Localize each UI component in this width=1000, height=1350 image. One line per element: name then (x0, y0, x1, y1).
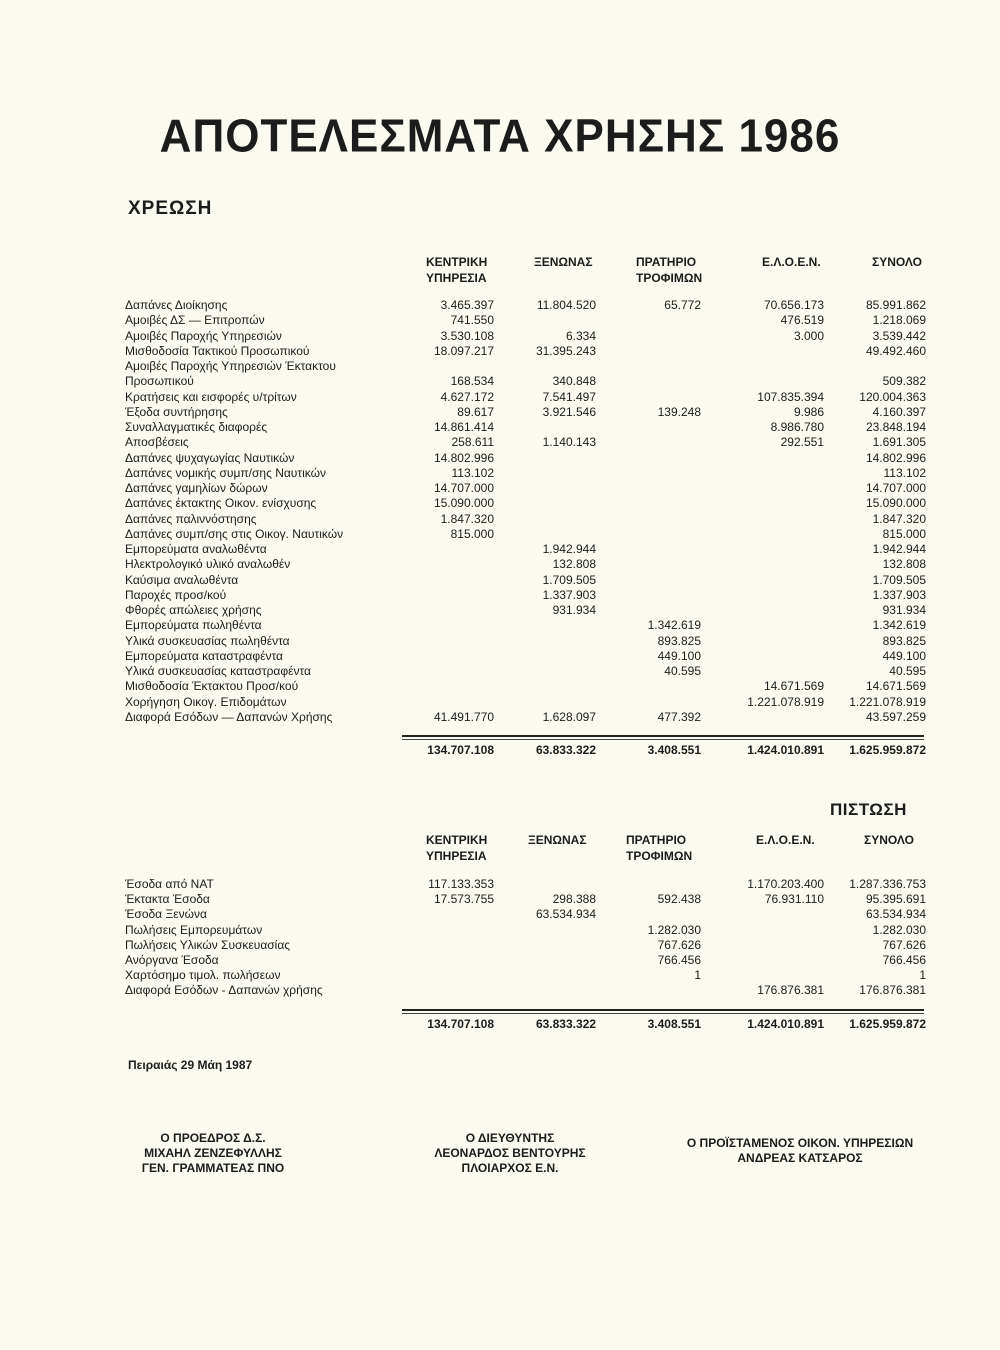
debit-cell-central: 741.550 (450, 313, 494, 328)
credit-row (0, 953, 1000, 968)
debit-cell-store: 1.342.619 (647, 618, 701, 633)
credit-total-central: 134.707.108 (427, 1017, 494, 1031)
debit-cell-central: 14.707.000 (433, 481, 494, 495)
debit-row (0, 557, 1000, 572)
credit-total-store: 3.408.551 (647, 1017, 701, 1031)
debit-cell-total: 1.337.903 (872, 587, 926, 602)
debit-row-label: Εμπορεύματα αναλωθέντα (125, 542, 267, 556)
debit-col-header-eloen: Ε.Λ.Ο.Ε.Ν. (762, 255, 821, 269)
credit-col-header-central: ΚΕΝΤΡΙΚΗ ΥΠΗΡΕΣΙΑ (426, 833, 488, 863)
debit-row-label: Δαπάνες γαμηλίων δώρων (125, 481, 268, 495)
debit-cell-store: 449.100 (657, 648, 701, 663)
debit-row (0, 679, 1000, 694)
debit-row-label: Έξοδα συντήρησης (125, 404, 228, 419)
debit-row-label: Συναλλαγματικές διαφορές (125, 420, 268, 434)
debit-cell-eloen: 476.519 (780, 313, 824, 328)
debit-cell-central: 113.102 (451, 465, 494, 480)
debit-row (0, 481, 1000, 496)
debit-total-central: 134.707.108 (427, 743, 494, 757)
debit-cell-total: 3.539.442 (872, 328, 926, 343)
credit-row (0, 877, 1000, 892)
debit-cell-central: 815.000 (450, 526, 494, 541)
credit-cell-total: 176.876.381 (859, 983, 926, 998)
debit-row (0, 298, 1000, 313)
debit-row-label: Αμοιβές Παροχής Υπηρεσιών (125, 328, 282, 343)
credit-col-header-eloen: Ε.Λ.Ο.Ε.Ν. (756, 833, 815, 847)
debit-cell-total: 1.342.619 (872, 618, 926, 633)
debit-cell-total: 85.991.862 (865, 298, 926, 312)
debit-cell-total: 509.382 (882, 374, 926, 389)
credit-cell-store: 1.282.030 (647, 922, 701, 937)
debit-row-label: Παροχές προσ/κού (125, 587, 227, 602)
debit-row (0, 664, 1000, 679)
credit-row-label: Πωλήσεις Υλικών Συσκευασίας (125, 937, 291, 952)
debit-row-label: Φθορές απώλειες χρήσης (125, 603, 262, 617)
debit-row (0, 649, 1000, 664)
credit-row (0, 907, 1000, 922)
debit-cell-total: 14.671.569 (865, 679, 926, 694)
debit-cell-store: 477.392 (657, 709, 701, 724)
debit-total-store: 3.408.551 (647, 743, 701, 757)
debit-row (0, 573, 1000, 588)
debit-row-label: Δαπάνες παλιννόστησης (125, 511, 257, 526)
credit-total-rule (402, 1009, 924, 1011)
debit-row-label: Μισθοδοσία Τακτικού Προσωπικού (125, 343, 310, 358)
debit-row (0, 695, 1000, 710)
credit-totals-row (0, 1017, 1000, 1032)
debit-row-label: Δαπάνες ψυχαγωγίας Ναυτικών (125, 450, 295, 465)
debit-cell-total: 1.847.320 (872, 511, 926, 526)
debit-cell-total: 40.595 (889, 664, 926, 678)
debit-row (0, 390, 1000, 405)
debit-cell-total: 815.000 (882, 526, 926, 541)
debit-cell-store: 65.772 (664, 298, 701, 312)
credit-row (0, 983, 1000, 998)
debit-totals-row (0, 743, 1000, 758)
credit-cell-total: 95.395.691 (865, 892, 926, 907)
debit-cell-total: 43.597.259 (865, 709, 926, 724)
debit-row (0, 405, 1000, 420)
debit-cell-central: 1.847.320 (440, 511, 494, 526)
debit-cell-eloen: 1.221.078.919 (747, 694, 824, 709)
debit-row-label: Καύσιμα αναλωθέντα (125, 572, 239, 587)
debit-cell-store: 893.825 (657, 633, 701, 648)
credit-cell-hostel: 63.534.934 (535, 907, 596, 922)
debit-row-label: Διαφορά Εσόδων — Δαπανών Χρήσης (125, 709, 333, 724)
credit-cell-total: 766.456 (882, 953, 926, 967)
debit-cell-hostel: 3.921.546 (542, 404, 596, 419)
credit-total-sum: 1.625.959.872 (849, 1017, 926, 1031)
debit-cell-eloen: 14.671.569 (763, 679, 824, 694)
debit-cell-total: 14.707.000 (865, 481, 926, 495)
debit-cell-total: 4.160.397 (872, 404, 926, 419)
debit-row (0, 374, 1000, 389)
place-date: Πειραιάς 29 Μάη 1987 (128, 1058, 253, 1072)
debit-row (0, 512, 1000, 527)
debit-cell-total: 1.691.305 (872, 435, 926, 450)
credit-total-eloen: 1.424.010.891 (747, 1017, 824, 1031)
credit-cell-eloen: 176.876.381 (757, 983, 824, 998)
debit-cell-total: 120.004.363 (859, 389, 926, 404)
debit-col-header-central: ΚΕΝΤΡΙΚΗ ΥΠΗΡΕΣΙΑ (426, 255, 488, 285)
credit-cell-store: 1 (694, 968, 701, 983)
debit-cell-central: 15.090.000 (433, 496, 494, 511)
debit-total-rule (402, 735, 924, 737)
debit-row (0, 634, 1000, 649)
debit-row-label: Δαπάνες συμπ/σης στις Οικογ. Ναυτικών (125, 526, 344, 541)
credit-cell-total: 1.282.030 (872, 922, 926, 937)
debit-cell-central: 89.617 (457, 404, 494, 419)
debit-row-label: Προσωπικού (125, 374, 194, 389)
debit-row-label: Χορήγηση Οικογ. Επιδομάτων (125, 694, 287, 709)
credit-total-hostel: 63.833.322 (535, 1017, 596, 1031)
debit-cell-hostel: 11.804.520 (536, 298, 596, 312)
debit-cell-central: 3.465.397 (440, 298, 494, 312)
credit-cell-eloen: 76.931.110 (764, 892, 824, 907)
credit-col-header-hostel: ΞΕΝΩΝΑΣ (528, 833, 587, 847)
debit-cell-hostel: 1.337.903 (542, 587, 596, 602)
debit-cell-eloen: 292.551 (780, 435, 824, 450)
debit-row (0, 542, 1000, 557)
debit-cell-total: 1.709.505 (872, 572, 926, 587)
debit-cell-total: 23.848.194 (865, 420, 926, 434)
debit-row (0, 329, 1000, 344)
debit-total-hostel: 63.833.322 (535, 743, 596, 757)
debit-total-sum: 1.625.959.872 (849, 743, 926, 757)
debit-cell-total: 1.218.069 (872, 313, 926, 328)
debit-cell-central: 4.627.172 (440, 389, 494, 404)
debit-cell-eloen: 107.835.394 (757, 389, 824, 404)
credit-cell-total: 767.626 (882, 937, 926, 952)
debit-row (0, 603, 1000, 618)
credit-row-label: Διαφορά Εσόδων - Δαπανών χρήσης (125, 983, 323, 998)
signature-director: Ο ΔΙΕΥΘΥΝΤΗΣ ΛΕΟΝΑΡΔΟΣ ΒΕΝΤΟΥΡΗΣ ΠΛΟΙΑΡΧΟΣ Ε.Ν. (434, 1131, 586, 1175)
debit-cell-hostel: 1.628.097 (542, 709, 596, 724)
debit-row-label: Κρατήσεις και εισφορές υ/τρίτων (125, 389, 297, 404)
debit-row-label: Μισθοδοσία Έκτακτου Προσ/κού (125, 679, 299, 694)
debit-row (0, 588, 1000, 603)
debit-row-label: Εμπορεύματα πωληθέντα (125, 618, 262, 633)
credit-cell-total: 63.534.934 (865, 907, 926, 922)
credit-col-header-total: ΣΥΝΟΛΟ (864, 833, 914, 847)
debit-row (0, 313, 1000, 328)
debit-row (0, 420, 1000, 435)
debit-cell-hostel: 340.848 (552, 374, 596, 389)
debit-row (0, 466, 1000, 481)
debit-row-label: Αμοιβές ΔΣ — Επιτροπών (125, 313, 265, 328)
credit-section-heading: ΠΙΣΤΩΣΗ (830, 800, 907, 819)
debit-row (0, 359, 1000, 374)
debit-row (0, 344, 1000, 359)
credit-row-label: Χαρτόσημο τιμολ. πωλήσεων (125, 968, 281, 983)
debit-cell-hostel: 31.395.243 (535, 343, 596, 358)
credit-cell-central: 17.573.755 (433, 892, 494, 907)
credit-total-rule-thin (402, 1013, 924, 1014)
debit-cell-eloen: 9.986 (793, 404, 824, 419)
debit-cell-central: 18.097.217 (433, 343, 494, 358)
debit-cell-eloen: 3.000 (793, 328, 824, 343)
debit-row-label: Δαπάνες νομικής συμπ/σης Ναυτικών (125, 465, 326, 480)
debit-cell-hostel: 7.541.497 (542, 389, 596, 404)
credit-row-label: Πωλήσεις Εμπορευμάτων (125, 922, 263, 937)
debit-row-label: Εμπορεύματα καταστραφέντα (125, 648, 283, 663)
signature-finance-head: Ο ΠΡΟΪΣΤΑΜΕΝΟΣ ΟΙΚΟΝ. ΥΠΗΡΕΣΙΩΝ ΑΝΔΡΕΑΣ ΚΑΤΣΑΡΟΣ (686, 1136, 914, 1165)
debit-row (0, 435, 1000, 450)
credit-cell-store: 767.626 (657, 937, 701, 952)
debit-cell-hostel: 1.942.944 (542, 542, 596, 556)
debit-col-header-store: ΠΡΑΤΗΡΙΟ ΤΡΟΦΙΜΩΝ (636, 255, 703, 285)
debit-cell-hostel: 132.808 (552, 557, 596, 572)
debit-cell-eloen: 70.656.173 (763, 298, 824, 312)
debit-cell-total: 449.100 (882, 648, 926, 663)
debit-row (0, 618, 1000, 633)
debit-cell-total: 931.934 (882, 603, 926, 617)
debit-row-label: Ηλεκτρολογικό υλικό αναλωθέν (125, 557, 291, 572)
debit-cell-eloen: 8.986.780 (770, 420, 824, 434)
debit-cell-total: 113.102 (883, 465, 926, 480)
debit-cell-central: 168.534 (450, 374, 494, 389)
debit-cell-central: 3.530.108 (440, 328, 494, 343)
debit-cell-hostel: 1.709.505 (542, 572, 596, 587)
credit-cell-total: 1.287.336.753 (849, 877, 926, 891)
credit-col-header-store: ΠΡΑΤΗΡΙΟ ΤΡΟΦΙΜΩΝ (626, 833, 693, 863)
credit-row-label: Έκτακτα Έσοδα (125, 892, 210, 907)
credit-row-label: Έσοδα από ΝΑΤ (125, 877, 214, 891)
credit-row (0, 938, 1000, 953)
debit-cell-store: 40.595 (664, 664, 701, 678)
debit-cell-total: 14.802.996 (865, 450, 926, 465)
debit-row-label: Υλικά συσκευασίας καταστραφέντα (125, 664, 311, 678)
debit-cell-central: 258.611 (451, 435, 494, 450)
debit-cell-total: 132.808 (882, 557, 926, 572)
credit-cell-total: 1 (919, 968, 926, 983)
debit-cell-central: 14.802.996 (433, 450, 494, 465)
debit-cell-hostel: 6.334 (565, 328, 596, 343)
debit-row-label: Δαπάνες έκτακτης Οικον. ενίσχυσης (125, 496, 317, 511)
debit-cell-total: 1.221.078.919 (849, 694, 926, 709)
credit-row (0, 923, 1000, 938)
credit-row (0, 968, 1000, 983)
signature-president: Ο ΠΡΟΕΔΡΟΣ Δ.Σ. ΜΙΧΑΗΛ ΖΕΝΖΕΦΥΛΛΗΣ ΓΕΝ. ΓΡΑΜΜΑΤΕΑΣ ΠΝΟ (141, 1131, 285, 1175)
credit-row-label: Ανόργανα Έσοδα (125, 953, 219, 967)
debit-row (0, 710, 1000, 725)
debit-row (0, 527, 1000, 542)
debit-row-label: Δαπάνες Διοίκησης (125, 298, 228, 312)
debit-row-label: Υλικά συσκευασίας πωληθέντα (125, 633, 290, 648)
debit-cell-total: 49.492.460 (865, 343, 926, 358)
credit-cell-central: 117.133.353 (428, 877, 494, 891)
debit-row-label: Αποσβέσεις (125, 435, 189, 450)
debit-row (0, 496, 1000, 511)
debit-section-heading: ΧΡΕΩΣΗ (128, 198, 213, 219)
debit-cell-total: 893.825 (882, 633, 926, 648)
debit-cell-hostel: 1.140.143 (542, 435, 596, 450)
debit-col-header-hostel: ΞΕΝΩΝΑΣ (534, 255, 593, 269)
credit-cell-hostel: 298.388 (552, 892, 596, 907)
debit-cell-total: 1.942.944 (872, 542, 926, 556)
debit-row-label: Αμοιβές Παροχής Υπηρεσιών Έκτακτου (125, 359, 336, 373)
credit-cell-eloen: 1.170.203.400 (747, 877, 824, 891)
debit-col-header-total: ΣΥΝΟΛΟ (872, 255, 922, 269)
credit-cell-store: 592.438 (657, 892, 701, 907)
credit-cell-store: 766.456 (657, 953, 701, 967)
debit-cell-central: 14.861.414 (433, 420, 494, 434)
credit-row-label: Έσοδα Ξενώνα (125, 907, 207, 922)
debit-cell-store: 139.248 (657, 404, 701, 419)
debit-row (0, 451, 1000, 466)
debit-cell-total: 15.090.000 (865, 496, 926, 511)
credit-row (0, 892, 1000, 907)
debit-cell-hostel: 931.934 (552, 603, 596, 617)
debit-cell-central: 41.491.770 (433, 709, 494, 724)
debit-total-rule-thin (402, 739, 924, 740)
debit-total-eloen: 1.424.010.891 (747, 743, 824, 757)
page-title: ΑΠΟΤΕΛΕΣΜΑΤΑ ΧΡΗΣΗΣ 1986 (159, 110, 841, 163)
